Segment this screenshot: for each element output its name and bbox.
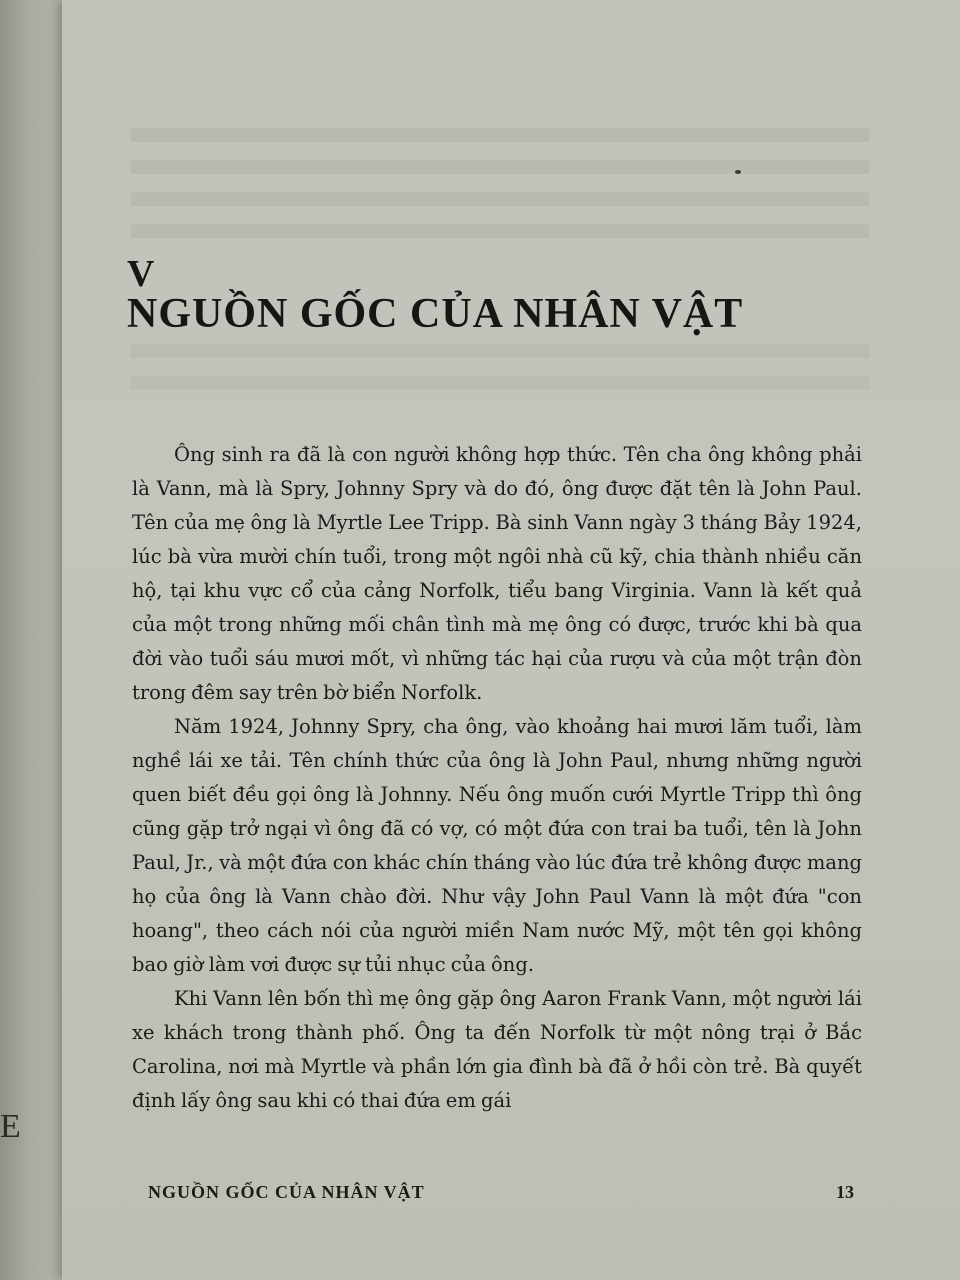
running-title: NGUỒN GỐC CỦA NHÂN VẬT: [148, 1182, 425, 1202]
show-through: [130, 160, 870, 174]
ink-speck: [735, 170, 741, 174]
body-text: [132, 438, 862, 1118]
show-through: [130, 376, 870, 390]
show-through: [130, 128, 870, 142]
previous-page-edge: [0, 0, 70, 1280]
page-number: 13: [836, 1182, 854, 1202]
show-through: [130, 224, 870, 238]
paragraph-1: Ông sinh ra đã là con người không hợp thức. Tên cha ông không phải là Vann, mà là Spry, Johnny Spry và do đó, ông được đặt tên là John Paul. Tên của mẹ ông là Myrtle Lee Tripp. Bà sinh Vann ngày 3 tháng Bảy 1924, lúc bà vừa mười chín tuổi, trong một ngôi nhà cũ kỹ, chia thành nhiều căn hộ, tại khu vực cổ của cảng Norfolk, tiểu bang Virginia. Vann là kết quả của một trong những mối chân tình mà mẹ ông có được, trước khi bà qua đời vào tuổi sáu mươi mốt, vì những tác hại của rượu và của một trận đòn trong đêm say trên bờ biển Norfolk.: [132, 443, 862, 704]
paragraph-2: Năm 1924, Johnny Spry, cha ông, vào khoảng hai mươi lăm tuổi, làm nghề lái xe tải. Tên chính thức của ông là John Paul, nhưng những người quen biết đều gọi ông là Johnny. Nếu ông muốn cưới Myrtle Tripp thì ông cũng gặp trở ngại vì ông đã có vợ, có một đứa con trai ba tuổi, tên là John Paul, Jr., và một đứa con khác chín tháng vào lúc đứa trẻ không được mang họ của ông là Vann chào đời. Như vậy John Paul Vann là một đứa "con hoang", theo cách nói của người miền Nam nước Mỹ, một tên gọi không bao giờ làm vơi được sự tủi nhục của ông.: [132, 715, 862, 976]
chapter-title: NGUỒN GỐC CỦA NHÂN VẬT: [127, 291, 744, 337]
chapter-number: V: [127, 253, 155, 295]
show-through: [130, 192, 870, 206]
paragraph-3: Khi Vann lên bốn thì mẹ ông gặp ông Aaron Frank Vann, một người lái xe khách trong thành phố. Ông ta đến Norfolk từ một nông trại ở Bắc Carolina, nơi mà Myrtle và phần lớn gia đình bà đã ở hồi còn trẻ. Bà quyết định lấy ông sau khi có thai đứa em gái: [132, 987, 862, 1112]
show-through: [130, 344, 870, 358]
edge-letter: E: [0, 1108, 21, 1145]
